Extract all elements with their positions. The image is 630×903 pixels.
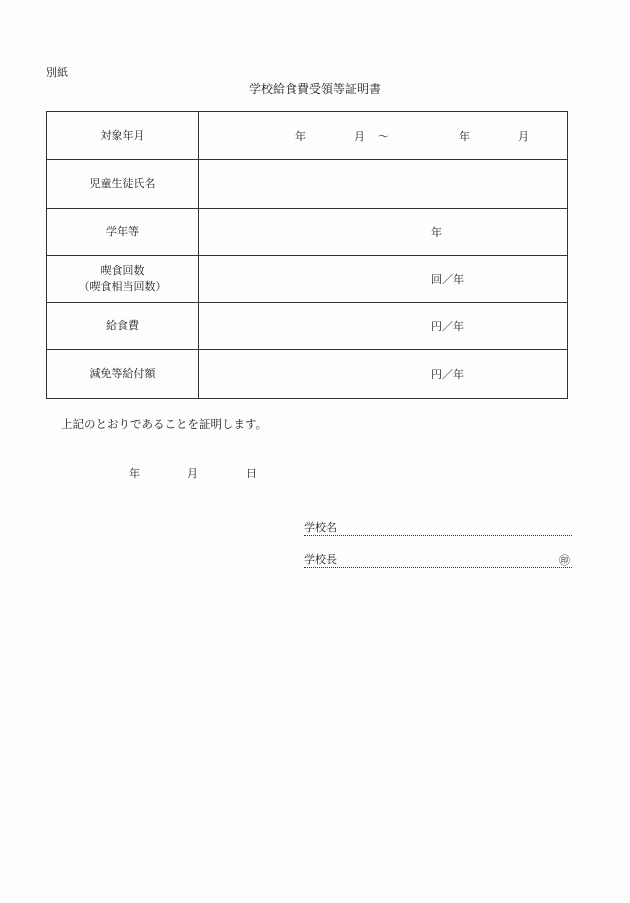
- table-row-fee: [47, 303, 568, 350]
- annex-label: 別紙: [46, 66, 68, 79]
- certification-statement: 上記のとおりであることを証明します。: [61, 417, 268, 431]
- table-row-meals: [47, 256, 568, 303]
- period-year-end: 年: [459, 129, 470, 143]
- exemption-unit: 円／年: [431, 368, 464, 381]
- period-year-start: 年: [295, 129, 306, 143]
- meals-label-line1: 喫食回数: [100, 264, 145, 277]
- period-tilde: 〜: [378, 129, 389, 143]
- date-year: 年: [129, 467, 140, 480]
- period-month-start: 月: [354, 129, 365, 143]
- fee-cell[interactable]: [199, 303, 568, 350]
- date-month: 月: [187, 467, 198, 480]
- meals-unit: 回／年: [431, 273, 464, 286]
- school-name-label: 学校名: [304, 521, 337, 534]
- meals-cell[interactable]: [199, 256, 568, 303]
- exemption-cell[interactable]: [199, 350, 568, 399]
- meals-label-line2: （喫食相当回数）: [78, 280, 167, 293]
- table-row-student: [47, 160, 568, 209]
- meals-label: [47, 256, 199, 303]
- table-row-exemption: [47, 350, 568, 399]
- seal-mark: ㊞: [559, 554, 570, 567]
- document-title: 学校給食費受領等証明書: [248, 82, 381, 96]
- grade-cell[interactable]: [199, 209, 568, 256]
- table-row-period: [47, 112, 568, 160]
- school-name-field[interactable]: [304, 519, 572, 536]
- period-label: 対象年月: [47, 112, 199, 160]
- principal-label: 学校長: [304, 553, 337, 566]
- principal-field[interactable]: [304, 551, 572, 568]
- fee-label: 給食費: [47, 303, 199, 350]
- fee-unit: 円／年: [431, 320, 464, 333]
- exemption-label: 減免等給付額: [47, 350, 199, 399]
- grade-unit: 年: [431, 226, 442, 239]
- certificate-table: [46, 111, 568, 399]
- grade-label: 学年等: [47, 209, 199, 256]
- student-name-label: 児童生徒氏名: [47, 160, 199, 209]
- period-month-end: 月: [518, 129, 529, 143]
- student-name-cell[interactable]: [199, 160, 568, 209]
- period-value-cell[interactable]: [199, 112, 568, 160]
- table-row-grade: [47, 209, 568, 256]
- date-day: 日: [246, 467, 257, 480]
